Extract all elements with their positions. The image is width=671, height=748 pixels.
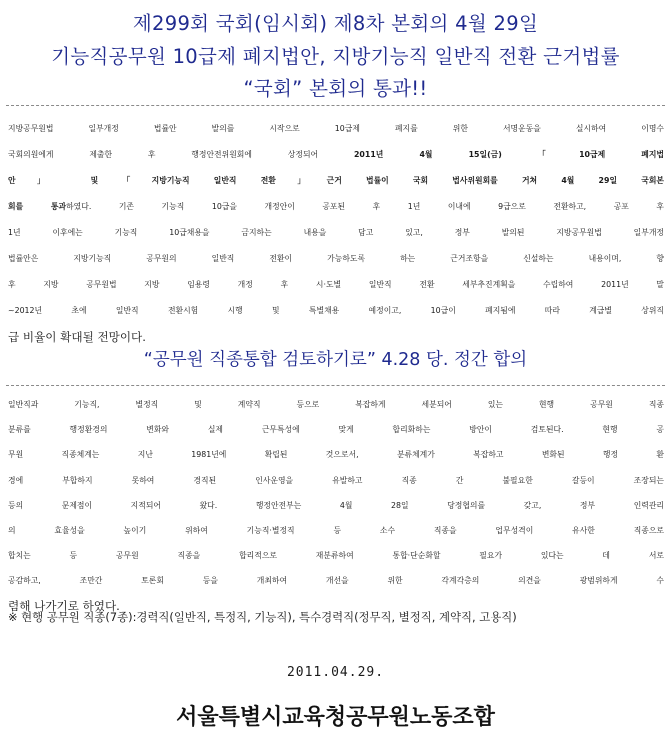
headline-line-3: “국회” 본회의 통과!! [243,77,428,100]
bold-text: 안」 및 「지방기능직 일반직 전환」근거 법률이 국회 법사위원회를 거쳐 4월 29일 국회본 [8,176,664,185]
paragraph-job-classification [8,392,664,619]
date: 2011.04.29. [286,665,385,680]
paragraph-line: 등의 문제점이 지적되어 왔다. 행정안전부는 4월 28일 당정협의를 갖고, 정부 인력관리 [8,500,664,510]
paragraph-line [8,194,664,220]
headline-line-2: 기능직공무원 10급제 폐지법안, 지방기능직 일반직 전환 근거법률 [51,45,620,68]
paragraph-line: 후 지방 공무원법 지방 임용령 개정 후 시·도별 일반직 전환 세부추진계획을 수립하여 2011년 말 [8,280,664,289]
text-span: 국회의원에게 제출한 후 행정안전위원회에 상정되어 [8,150,354,159]
paragraph-line: 일반직과 기능직, 별정직 및 계약직 등으로 복잡하게 세분되어 있는 현행 공무원 직종 [8,400,664,409]
paragraph-line: 1년 이후에는 기능직 10급채용을 금지하는 내용을 담고 있고, 정부 발의된 지방공무원법 일부개정 [8,228,664,237]
paragraph-line: 의 효율성을 높이기 위하여 기능직·별정직 등 소수 직종을 업무성격이 유사한 직종으로 [8,525,664,535]
footnote: ※ 현행 공무원 직종(7종):경력직(일반직, 특정직, 기능직), 특수경력직(정무직, 별정직, 계약직, 고용직) [8,610,517,624]
paragraph-line: 공감하고, 조만간 토론회 등을 개최하여 개선을 위한 각계각층의 의견을 광범위하게 수 [8,576,664,586]
paragraph-line: 합치는 등 공무원 직종을 합리적으로 재분류하여 통합·단순화할 필요가 있다는 데 서로 [8,551,664,561]
paragraph-line: 지방공무원법 일부개정 법률안 발의를 시작으로 10급제 폐지를 위한 서명운동을 실시하여 이명수 [8,124,664,133]
signature: 서울특별시교육청공무원노동조합 [176,704,495,730]
divider-middle [6,385,665,386]
paragraph-line: 급 비율이 확대될 전망이다. [8,330,146,344]
paragraph-line: 경에 부합하지 못하여 경직된 인사운영을 유발하고 직종 간 불필요한 갈등이 조장되는 [8,475,664,485]
paragraph-line [8,142,664,168]
bold-text: 2011년 4월 15일(금) 「10급제 폐지법 [353,150,664,159]
paragraph-line [8,168,664,194]
paragraph-line: ~2012년 초에 일반직 전환시험 시행 및 특별채용 예정이고, 10급이 폐지됨에 따라 계급별 상위직 [8,306,664,315]
text-span: 하였다. 기존 기능직 10급을 개정안이 공포된 후 1년 이내에 9급으로 전환하고, 공포 후 [66,202,664,211]
paragraph-line: 렴해 나가기로 하였다. [8,598,120,613]
paragraph-line: 무원 직종체계는 지난 1981년에 확립된 것으로서, 분류체계가 복잡하고 변화된 행정 환 [8,450,664,460]
paragraph-line: 법률안은 지방기능직 공무원의 일반직 전환이 가능하도록 하는 근거조항을 신설하는 내용이며, 향 [8,254,664,263]
bold-text: 회를 통과 [8,202,67,211]
paragraph-law-passage [8,116,664,350]
paragraph-line: 분류를 행정환경의 변화와 실제 근무특성에 맞게 합리화하는 방안이 검토된다. 현행 공 [8,425,664,435]
divider-top [6,105,665,106]
subheadline: “공무원 직종통합 검토하기로” 4.28 당. 정간 합의 [143,350,528,370]
headline-line-1: 제299회 국회(임시회) 제8차 본회의 4월 29일 [132,12,539,35]
